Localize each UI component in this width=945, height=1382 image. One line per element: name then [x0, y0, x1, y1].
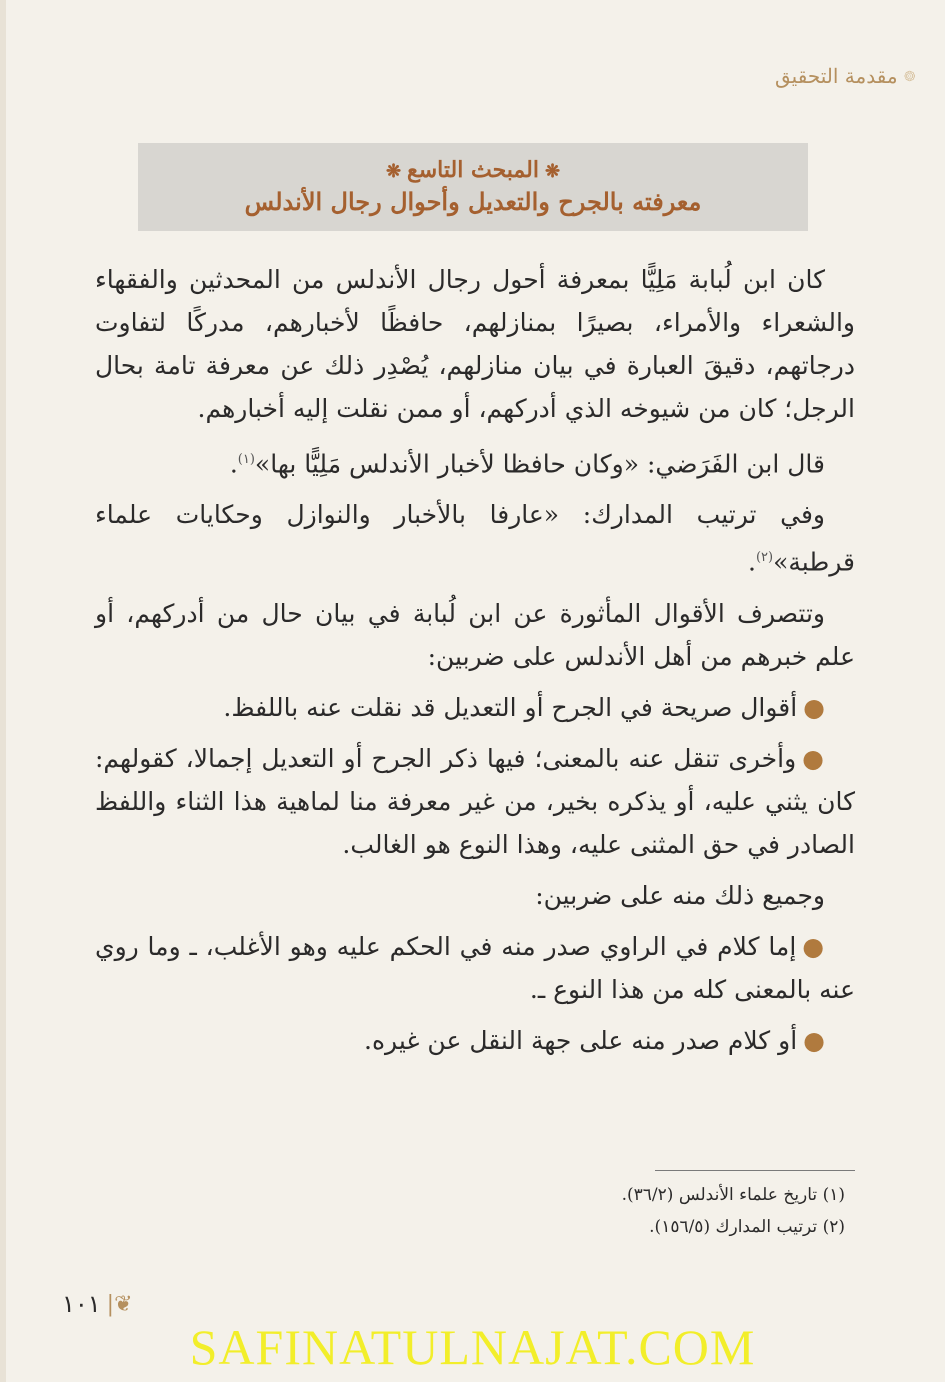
page-ornament-icon: |❦ [106, 1291, 133, 1317]
bullet-item-1-text: أقوال صريحة في الجرح أو التعديل قد نقلت عنه باللفظ. [223, 692, 798, 722]
footnote-ref-1[interactable]: (١) [237, 452, 255, 467]
star-ornament-icon: ❋ [385, 160, 402, 182]
running-head [775, 40, 915, 112]
bullet-dot-icon: ● [802, 743, 825, 773]
bullet-item-1 [95, 686, 855, 729]
running-head-label: مقدمة التحقيق [775, 64, 898, 88]
bullet-item-3 [95, 925, 855, 1011]
footnote-2-marker: (٢) [822, 1217, 845, 1237]
paragraph-3: وفي ترتيب المدارك: «عارفا بالأخبار والنوازل وحكايات علماء قرطبة»$^{(٢)}$. [95, 500, 855, 577]
watermark: SAFINATULNAJAT.COM [189, 1319, 756, 1375]
bullet-dot-icon: ● [803, 692, 825, 722]
paragraph-5: وجميع ذلك منه على ضربين: [535, 880, 825, 910]
paragraph-1: كان ابن لُبابة مَلِيًّا بمعرفة أحول رجال الأندلس من المحدثين والفقهاء والشعراء والأمراء، بصيرًا بمنازلهم، حافظًا لأخبارهم، مدركًا لتفاوت درجاتهم، دقيقَ العبارة في بيان منازلهم، يُصْدِر ذلك عن معرفة تامة بحال الرجل؛ كان من شيوخه الذي أدركهم، أو ممن نقلت إليه أخبارهم. [95, 265, 855, 423]
bullet-dot-icon: ● [803, 1025, 825, 1055]
section-heading-banner [138, 143, 808, 231]
paragraph-2: قال ابن الفَرَضي: «وكان حافظا لأخبار الأندلس مَلِيًّا بها»$^{(١)}$. [229, 449, 825, 479]
paragraph-3-text: وفي ترتيب المدارك: «عارفا بالأخبار والنوازل وحكايات علماء قرطبة» [95, 500, 855, 577]
footnote-2 [95, 1211, 855, 1243]
body-text [95, 258, 855, 1070]
bullet-item-4-text: أو كلام صدر منه على جهة النقل عن غيره. [364, 1025, 798, 1055]
footnote-1-text: تاريخ علماء الأندلس (٣٦/٢). [621, 1185, 818, 1205]
section-title: معرفته بالجرح والتعديل وأحوال رجال الأندلس [244, 186, 702, 216]
rosette-ornament-icon [904, 45, 915, 107]
footnote-ref-2[interactable]: (٢) [755, 550, 774, 566]
bullet-dot-icon: ● [802, 931, 825, 961]
footnote-1 [95, 1179, 855, 1211]
star-ornament-icon: ❋ [544, 160, 561, 182]
bullet-item-4 [95, 1019, 855, 1062]
section-label-text: المبحث التاسع [407, 156, 539, 183]
section-label [380, 156, 566, 186]
footnotes [95, 1170, 855, 1243]
page-number-block [62, 1290, 133, 1318]
bullet-item-2-text: وأخرى تنقل عنه بالمعنى؛ فيها ذكر الجرح أو التعديل إجمالا، كقولهم: كان يثني عليه، أو يذكره بخير، من غير معرفة منا لماهية هذا الثناء واللفظ الصادر في حق المثنى عليه، وهذا النوع هو الغالب. [95, 743, 855, 859]
bullet-item-2 [95, 737, 855, 866]
footnote-divider [655, 1170, 855, 1171]
paragraph-2-text: قال ابن الفَرَضي: «وكان حافظا لأخبار الأندلس مَلِيًّا بها» [254, 449, 825, 479]
paragraph-4: وتتصرف الأقوال المأثورة عن ابن لُبابة في بيان حال من أدركهم، أو علم خبرهم من أهل الأندلس على ضربين: [95, 598, 855, 671]
bullet-item-3-text: إما كلام في الراوي صدر منه في الحكم عليه وهو الأغلب، ـ وما روي عنه بالمعنى كله من هذا النوع ـ. [95, 931, 855, 1004]
page-number: ١٠١ [62, 1290, 101, 1318]
footnote-2-text: ترتيب المدارك (١٥٦/٥). [649, 1217, 818, 1237]
footnote-1-marker: (١) [822, 1185, 845, 1205]
